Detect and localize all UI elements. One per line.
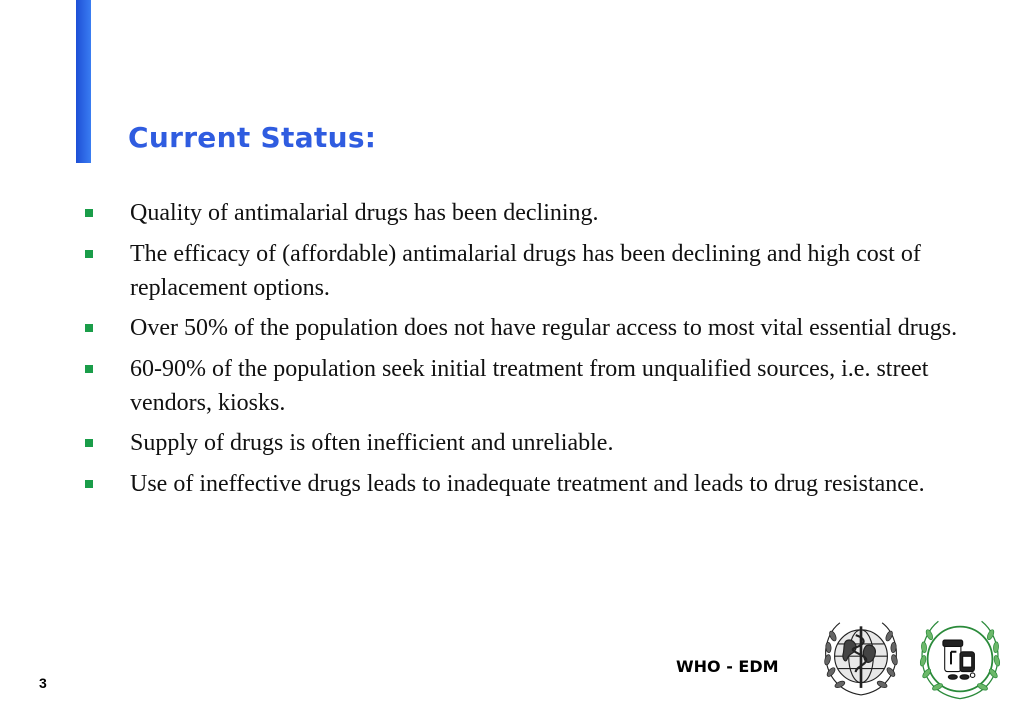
accent-bar <box>76 0 91 163</box>
bullet-marker-icon <box>85 480 93 488</box>
bullet-item <box>82 467 982 501</box>
bullet-text: Quality of antimalarial drugs has been declining. <box>130 200 599 226</box>
bullet-text: The efficacy of (affordable) antimalarial drugs has been declining and high cost of replacement options. <box>130 240 921 301</box>
page-number: 3 <box>39 675 47 691</box>
bullet-marker-icon <box>85 209 93 217</box>
bullet-text: 60-90% of the population seek initial treatment from unqualified sources, i.e. street vendors, kiosks. <box>130 355 929 416</box>
bullet-marker-icon <box>85 365 93 373</box>
edm-emblem-icon <box>915 614 1005 704</box>
bullet-marker-icon <box>85 324 93 332</box>
bullet-marker-icon <box>85 250 93 258</box>
bullet-item <box>82 196 982 230</box>
bullet-item <box>82 352 982 420</box>
bullet-list <box>82 196 982 507</box>
bullet-item <box>82 311 982 345</box>
bullet-item <box>82 426 982 460</box>
bullet-text: Over 50% of the population does not have regular access to most vital essential drugs. <box>130 315 958 341</box>
bullet-text: Use of ineffective drugs leads to inadequate treatment and leads to drug resistance. <box>130 470 925 497</box>
slide-title: Current Status: <box>128 121 377 154</box>
who-emblem-icon <box>817 614 905 702</box>
footer-label: WHO - EDM <box>676 657 779 676</box>
bullet-text: Supply of drugs is often inefficient and unreliable. <box>130 430 614 456</box>
bullet-marker-icon <box>85 439 93 447</box>
bullet-item <box>82 237 982 305</box>
